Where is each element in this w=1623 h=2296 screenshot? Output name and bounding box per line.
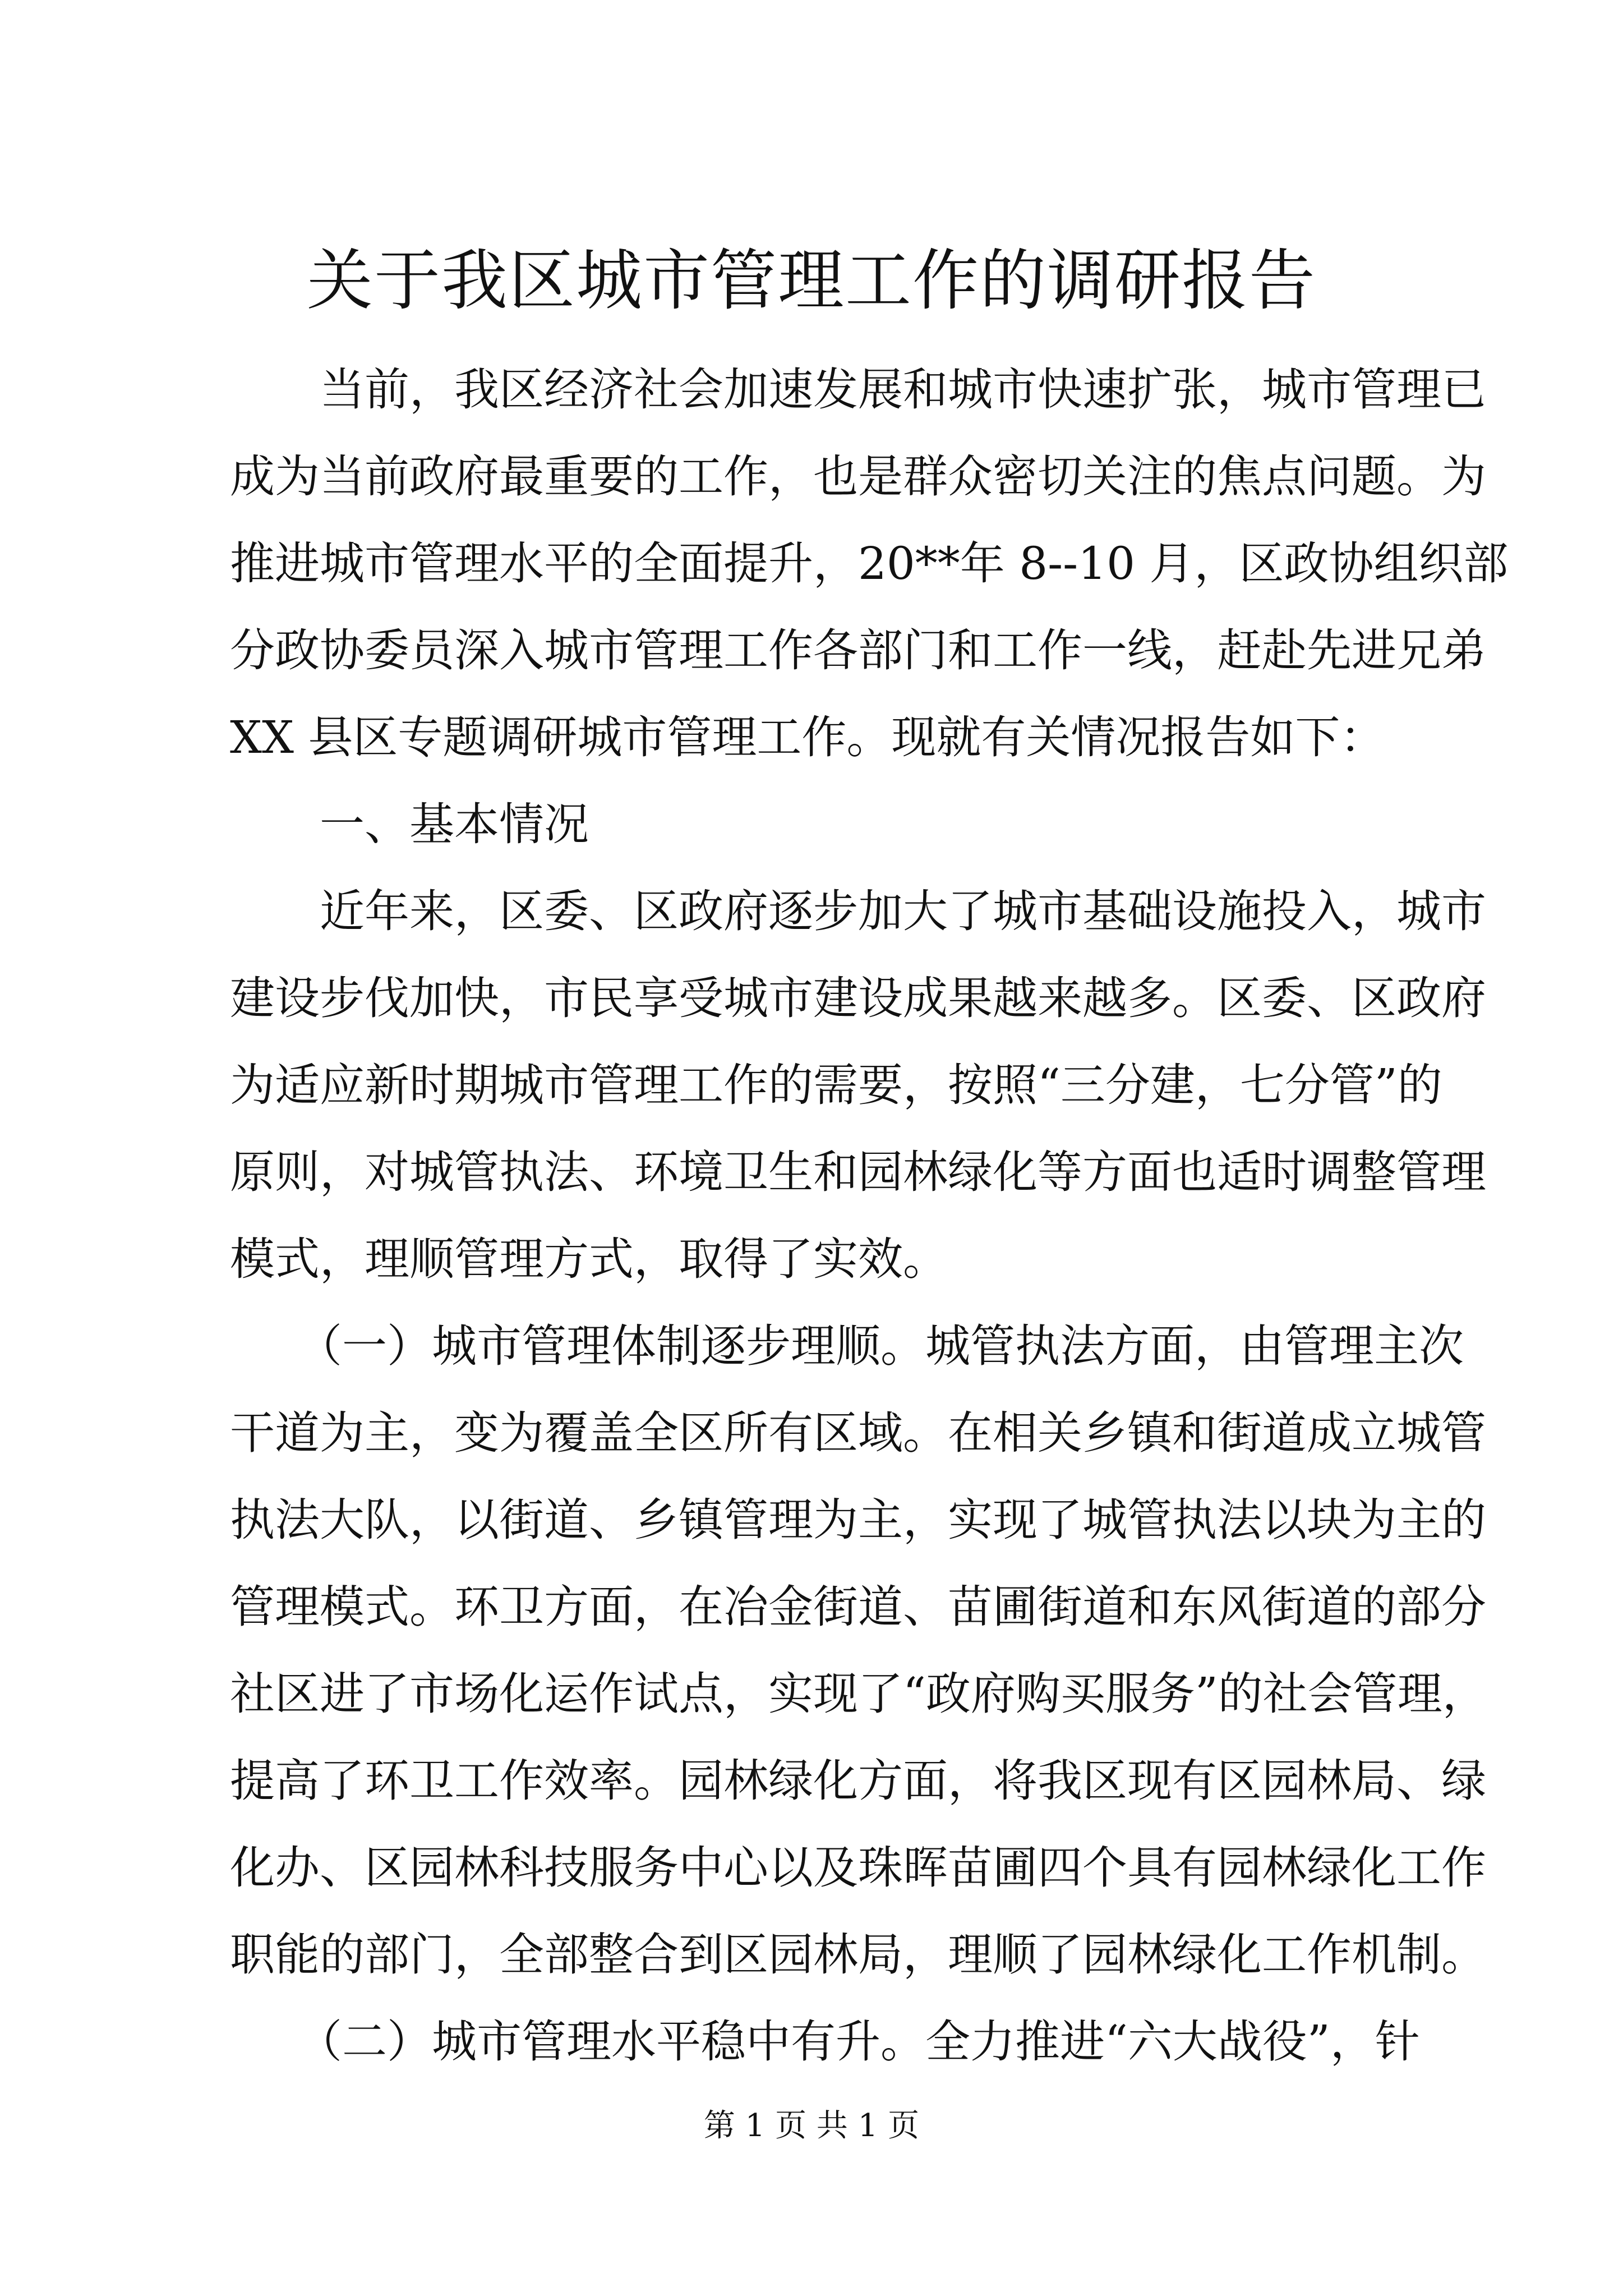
section-heading: 一、基本情况: [230, 798, 589, 850]
paragraph-line: 执法大队，以街道、乡镇管理为主，实现了城管执法以块为主的: [230, 1494, 1486, 1546]
paragraph-line: XX 县区专题调研城市管理工作。现就有关情况报告如下：: [230, 711, 1385, 763]
paragraph-line: 模式，理顺管理方式，取得了实效。: [230, 1233, 948, 1285]
paragraph-line: 当前，我区经济社会加速发展和城市快速扩张，城市管理已: [230, 364, 1486, 416]
paragraph-line: 提高了环卫工作效率。园林绿化方面，将我区现有区园林局、绿: [230, 1755, 1486, 1807]
paragraph-line: 推进城市管理水平的全面提升，20**年 8--10 月，区政协组织部: [230, 537, 1509, 590]
paragraph-line: 原则，对城管执法、环境卫生和园林绿化等方面也适时调整管理: [230, 1146, 1486, 1198]
paragraph-line: 为适应新时期城市管理工作的需要，按照“三分建，七分管”的: [230, 1059, 1442, 1111]
paragraph-line: 近年来，区委、区政府逐步加大了城市基础设施投入，城市: [230, 885, 1486, 937]
page-footer: 第 1 页 共 1 页: [703, 2108, 920, 2144]
paragraph-line: 社区进了市场化运作试点，实现了“政府购买服务”的社会管理，: [230, 1668, 1487, 1720]
paragraph-line: 职能的部门，全部整合到区园林局，理顺了园林绿化工作机制。: [230, 1929, 1486, 1981]
paragraph-line: 建设步伐加快，市民享受城市建设成果越来越多。区委、区政府: [230, 972, 1486, 1024]
paragraph-line: 成为当前政府最重要的工作，也是群众密切关注的焦点问题。为: [230, 450, 1486, 503]
paragraph-line: 化办、区园林科技服务中心以及珠晖苗圃四个具有园林绿化工作: [230, 1842, 1486, 1894]
document-title: 关于我区城市管理工作的调研报告: [306, 242, 1316, 319]
paragraph-line: 管理模式。环卫方面，在冶金街道、苗圃街道和东风街道的部分: [230, 1581, 1486, 1633]
paragraph-line: （一）城市管理体制逐步理顺。城管执法方面，由管理主次: [230, 1320, 1464, 1372]
paragraph-line: 干道为主，变为覆盖全区所有区域。在相关乡镇和街道成立城管: [230, 1407, 1486, 1459]
paragraph-line: （二）城市管理水平稳中有升。全力推进“六大战役”，针: [230, 2016, 1420, 2068]
paragraph-line: 分政协委员深入城市管理工作各部门和工作一线，赶赴先进兄弟: [230, 624, 1486, 677]
